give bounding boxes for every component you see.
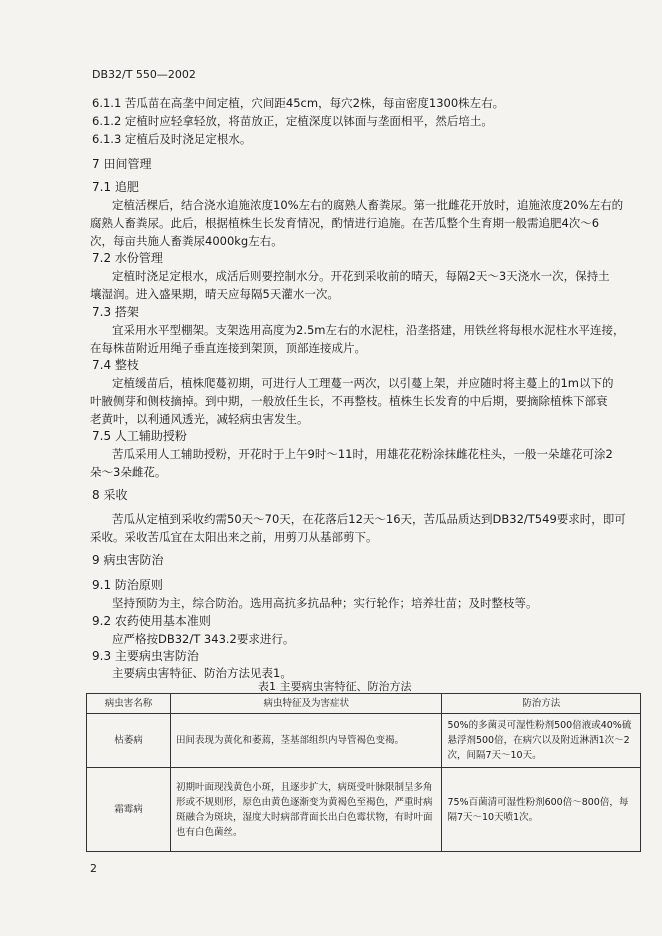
paragraph-line: 坚持预防为主，综合防治。选用高抗多抗品种；实行轮作；培养壮苗；及时整枝等。 [112,596,538,610]
clause-7-4-heading: 7.4 整枝 [92,358,139,372]
paragraph-line: 定植时浇足定根水，成活后则要控制水分。开花到采收前的晴天，每隔2天～3天浇水一次，保持土 [112,269,610,283]
paragraph-line: 老黄叶，以利通风透光，减轻病虫害发生。 [90,412,309,426]
clause-7-2-heading: 7.2 水份管理 [92,251,163,265]
clause-6-1-1: 6.1.1 苦瓜苗在高垄中间定植，穴间距45cm，每穴2株，每亩密度1300株左右。 [92,96,505,110]
paragraph-line: 苦瓜从定植到采收约需50天～70天，在花落后12天～16天，苦瓜品质达到DB32/T549要求时，即可 [112,512,626,526]
table-row [87,768,641,852]
cell-pest-name: 枯萎病 [87,714,171,768]
clause-7-5-heading: 7.5 人工辅助授粉 [92,429,187,443]
standard-code: DB32/T 550—2002 [92,68,196,81]
paragraph-line: 定植活棵后，结合浇水追施浓度10%左右的腐熟人畜粪尿。第一批雌花开放时，追施浓度20%左右的 [112,198,624,212]
paragraph-line: 腐熟人畜粪尿。此后，根据植株生长发育情况，酌情进行追施。在苦瓜整个生育期一般需追肥4次～6 [90,216,600,230]
paragraph-line: 宜采用水平型棚架。支架选用高度为2.5m左右的水泥柱，沿垄搭建，用铁丝将每根水泥柱水平连接， [112,323,625,337]
paragraph-line: 主要病虫害特征、防治方法见表1。 [112,666,292,680]
table-header-row [87,694,641,714]
clause-6-1-3: 6.1.3 定植后及时浇足定根水。 [92,132,252,146]
paragraph-line: 朵～3朵雌花。 [90,465,167,479]
section-9-heading: 9 病虫害防治 [92,553,164,567]
clause-7-3-heading: 7.3 搭架 [92,305,139,319]
clause-6-1-2: 6.1.2 定植时应轻拿轻放，将苗放正，定植深度以钵面与垄面相平，然后培土。 [92,114,493,128]
cell-symptom: 初期叶面现浅黄色小斑，且逐步扩大，病斑受叶脉限制呈多角形或不规则形，原色由黄色逐渐变为黄褐色至褐色，严重时病斑融合为斑块，湿度大时病部背面长出白色霉状物，有时叶面也有白色菌丝。 [171,768,442,852]
paragraph-line: 采收。采收苦瓜宜在太阳出来之前，用剪刀从基部剪下。 [90,530,378,544]
table-caption: 表1 主要病虫害特征、防治方法 [258,680,412,693]
column-header-symptom: 病虫特征及为害症状 [171,694,442,714]
paragraph-line: 叶腋侧芽和侧枝摘掉。到中期，一般放任生长，不再整枝。植株生长发育的中后期，要摘除植株下部衰 [90,394,608,408]
pest-control-table [86,693,641,852]
cell-pest-name: 霜霉病 [87,768,171,852]
clause-9-3-heading: 9.3 主要病虫害防治 [92,649,199,663]
section-8-heading: 8 采收 [92,488,128,502]
clause-9-1-heading: 9.1 防治原则 [92,578,163,592]
clause-9-2-heading: 9.2 农药使用基本准则 [92,614,211,628]
paragraph-line: 定植缓苗后，植株爬蔓初期，可进行人工理蔓一两次，以引蔓上架，并应随时将主蔓上的1m以下的 [112,376,614,390]
section-7-heading: 7 田间管理 [92,157,152,171]
column-header-name: 病虫害名称 [87,694,171,714]
page-number: 2 [90,862,97,875]
paragraph-line: 苦瓜采用人工辅助授粉，开花时于上午9时～11时，用雄花花粉涂抹雌花柱头，一般一朵雄花可涂2 [112,447,613,461]
cell-method: 50%的多菌灵可湿性粉剂500倍液或40%硫悬浮剂500倍，在病穴以及附近淋洒1次～2次，间隔7天～10天。 [442,714,641,768]
cell-symptom: 田间表现为黄化和萎蔫，茎基部组织内导管褐色变褐。 [171,714,442,768]
clause-7-1-heading: 7.1 追肥 [92,180,139,194]
table-row [87,714,641,768]
paragraph-line: 在每株苗附近用绳子垂直连接到架顶，顶部连接成片。 [90,341,366,355]
cell-method: 75%百菌清可湿性粉剂600倍～800倍，每隔7天～10天喷1次。 [442,768,641,852]
paragraph-line: 应严格按DB32/T 343.2要求进行。 [112,632,295,646]
paragraph-line: 壤湿润。进入盛果期，晴天应每隔5天灌水一次。 [90,287,339,301]
column-header-method: 防治方法 [442,694,641,714]
paragraph-line: 次，每亩共施人畜粪尿4000kg左右。 [90,234,283,248]
